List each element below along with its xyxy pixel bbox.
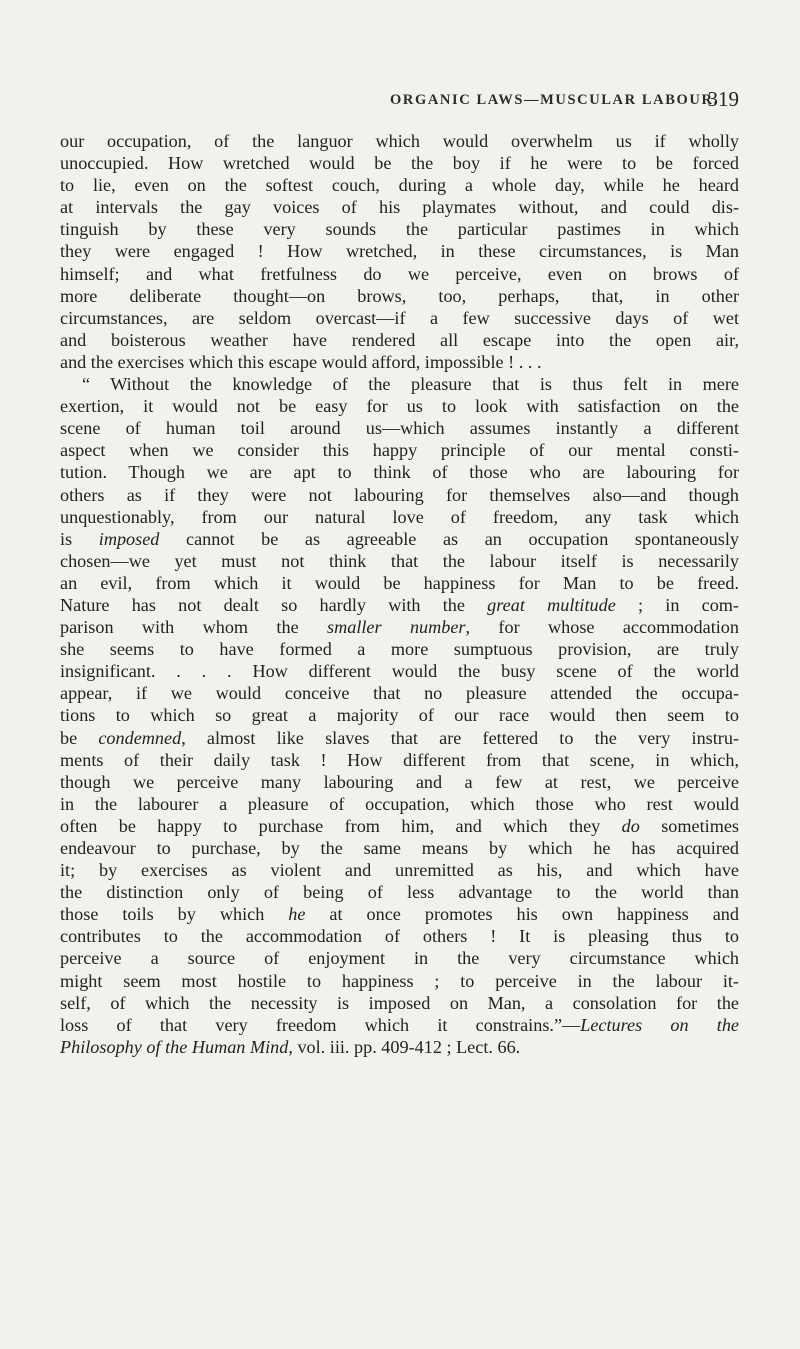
text-line — [60, 461, 739, 483]
italic-text: smaller number — [327, 617, 466, 638]
text-line — [60, 947, 739, 969]
text-segment: , vol. iii. pp. 409-412 ; Lect. 66. — [288, 1036, 521, 1057]
text-segment: appear, if we would conceive that no pleasure attended the occupa- — [60, 683, 739, 704]
text-line — [60, 351, 739, 373]
text-segment: chosen—we yet must not think that the labour itself is necessarily — [60, 550, 739, 571]
italic-text: he — [288, 904, 306, 925]
text-line — [60, 727, 739, 749]
italic-text: Philosophy of the Human Mind — [60, 1036, 289, 1057]
text-segment: tinguish by these very sounds the particular pastimes in which — [60, 219, 739, 240]
text-segment: be — [60, 727, 99, 748]
text-line — [60, 174, 739, 196]
text-segment: and the exercises which this escape would afford, impossible ! . . . — [60, 351, 542, 372]
text-line — [60, 704, 739, 726]
text-line — [60, 992, 739, 1014]
running-title: ORGANIC LAWS—MUSCULAR LABOUR. — [390, 92, 719, 108]
text-segment: , for whose accommodation — [465, 617, 739, 638]
text-segment: our occupation, of the languor which would overwhelm us if wholly — [60, 131, 739, 151]
text-line — [60, 329, 739, 351]
text-line — [60, 638, 739, 660]
text-line — [60, 506, 739, 528]
italic-text: do — [621, 815, 640, 836]
text-segment: an evil, from which it would be happiness for Man to be freed. — [60, 572, 739, 593]
text-segment: sometimes — [639, 815, 740, 836]
italic-text: imposed — [98, 528, 160, 549]
text-segment: parison with whom the — [60, 617, 328, 638]
text-segment: might seem most hostile to happiness ; to perceive in the labour it- — [60, 970, 739, 991]
text-segment: in the labourer a pleasure of occupation, which those who rest would — [60, 793, 739, 814]
body-text — [60, 130, 739, 1058]
text-line — [60, 881, 739, 903]
text-segment: tution. Though we are apt to think of those who are labouring for — [60, 462, 739, 483]
text-line — [60, 130, 739, 152]
text-line — [60, 196, 739, 218]
text-line — [60, 572, 739, 594]
text-segment: scene of human toil around us—which assumes instantly a different — [60, 418, 739, 439]
text-line — [60, 616, 739, 638]
text-line — [60, 749, 739, 771]
text-segment: and boisterous weather have rendered all escape into the open air, — [60, 329, 739, 350]
text-line — [60, 417, 739, 439]
text-segment: to lie, even on the softest couch, during a whole day, while he heard — [60, 175, 739, 196]
text-segment: often be happy to purchase from him, and which they — [60, 815, 622, 836]
text-line — [60, 925, 739, 947]
text-line — [60, 1014, 739, 1036]
text-segment: is — [60, 528, 99, 549]
text-line — [60, 815, 739, 837]
text-line — [60, 793, 739, 815]
text-segment: himself; and what fretfulness do we perceive, even on brows of — [60, 263, 739, 284]
text-line — [60, 594, 739, 616]
text-segment: at once promotes his own happiness and — [305, 904, 739, 925]
text-line — [60, 682, 739, 704]
text-line — [60, 1036, 739, 1058]
text-segment: cannot be as agreeable as an occupation spontaneously — [159, 528, 739, 549]
text-segment: unoccupied. How wretched would be the boy if he were to be forced — [60, 153, 739, 174]
text-line — [60, 859, 739, 881]
text-segment: contributes to the accommodation of others ! It is pleasing thus to — [60, 926, 739, 947]
text-line — [60, 439, 739, 461]
text-segment: aspect when we consider this happy principle of our mental consti- — [60, 440, 739, 461]
text-line — [60, 837, 739, 859]
text-line — [60, 903, 739, 925]
text-segment: Nature has not dealt so hardly with the — [60, 594, 488, 615]
text-line — [60, 550, 739, 572]
page-number: 319 — [707, 87, 739, 111]
text-line — [60, 152, 739, 174]
text-segment: self, of which the necessity is imposed on Man, a consolation for the — [60, 992, 739, 1013]
text-line — [60, 771, 739, 793]
text-segment: at intervals the gay voices of his playmates without, and could dis- — [60, 197, 739, 218]
text-segment: tions to which so great a majority of our race would then seem to — [60, 705, 739, 726]
text-segment: endeavour to purchase, by the same means by which he has acquired — [60, 838, 739, 858]
text-segment: loss of that very freedom which it constrains.”— — [60, 1014, 581, 1035]
running-head — [60, 89, 740, 113]
text-segment: though we perceive many labouring and a few at rest, we perceive — [60, 771, 739, 792]
text-segment: insignificant. . . . How different would the busy scene of the world — [60, 661, 739, 682]
text-segment: ments of their daily task ! How different from that scene, in which, — [60, 749, 739, 770]
text-line — [60, 660, 739, 682]
text-segment: she seems to have formed a more sumptuous provision, are truly — [60, 639, 739, 660]
italic-text: Lectures on the — [580, 1014, 739, 1035]
text-segment: “ Without the knowledge of the pleasure that is thus felt in mere — [82, 374, 739, 395]
italic-text: condemned — [98, 727, 182, 748]
text-line — [60, 373, 739, 395]
text-line — [60, 263, 739, 285]
text-segment: those toils by which — [60, 904, 289, 925]
text-line — [60, 395, 739, 417]
text-line — [60, 528, 739, 550]
text-segment: the distinction only of being of less advantage to the world than — [60, 882, 739, 903]
text-segment: more deliberate thought—on brows, too, perhaps, that, in other — [60, 285, 739, 306]
text-segment: perceive a source of enjoyment in the very circumstance which — [60, 948, 739, 969]
text-segment: it; by exercises as violent and unremitted as his, and which have — [60, 860, 739, 881]
text-segment: unquestionably, from our natural love of freedom, any task which — [60, 506, 739, 527]
text-segment: exertion, it would not be easy for us to look with satisfaction on the — [60, 396, 739, 417]
italic-text: great multitude — [487, 594, 616, 615]
text-line — [60, 307, 739, 329]
text-line — [60, 218, 739, 240]
text-segment: others as if they were not labouring for themselves also—and though — [60, 484, 739, 505]
text-line — [60, 970, 739, 992]
text-segment: , almost like slaves that are fettered to the very instru- — [181, 727, 739, 748]
text-line — [60, 285, 739, 307]
text-segment: ; in com- — [615, 594, 739, 615]
text-line — [60, 484, 739, 506]
text-segment: circumstances, are seldom overcast—if a few successive days of wet — [60, 307, 739, 328]
text-line — [60, 240, 739, 262]
text-segment: they were engaged ! How wretched, in these circumstances, is Man — [60, 241, 739, 262]
